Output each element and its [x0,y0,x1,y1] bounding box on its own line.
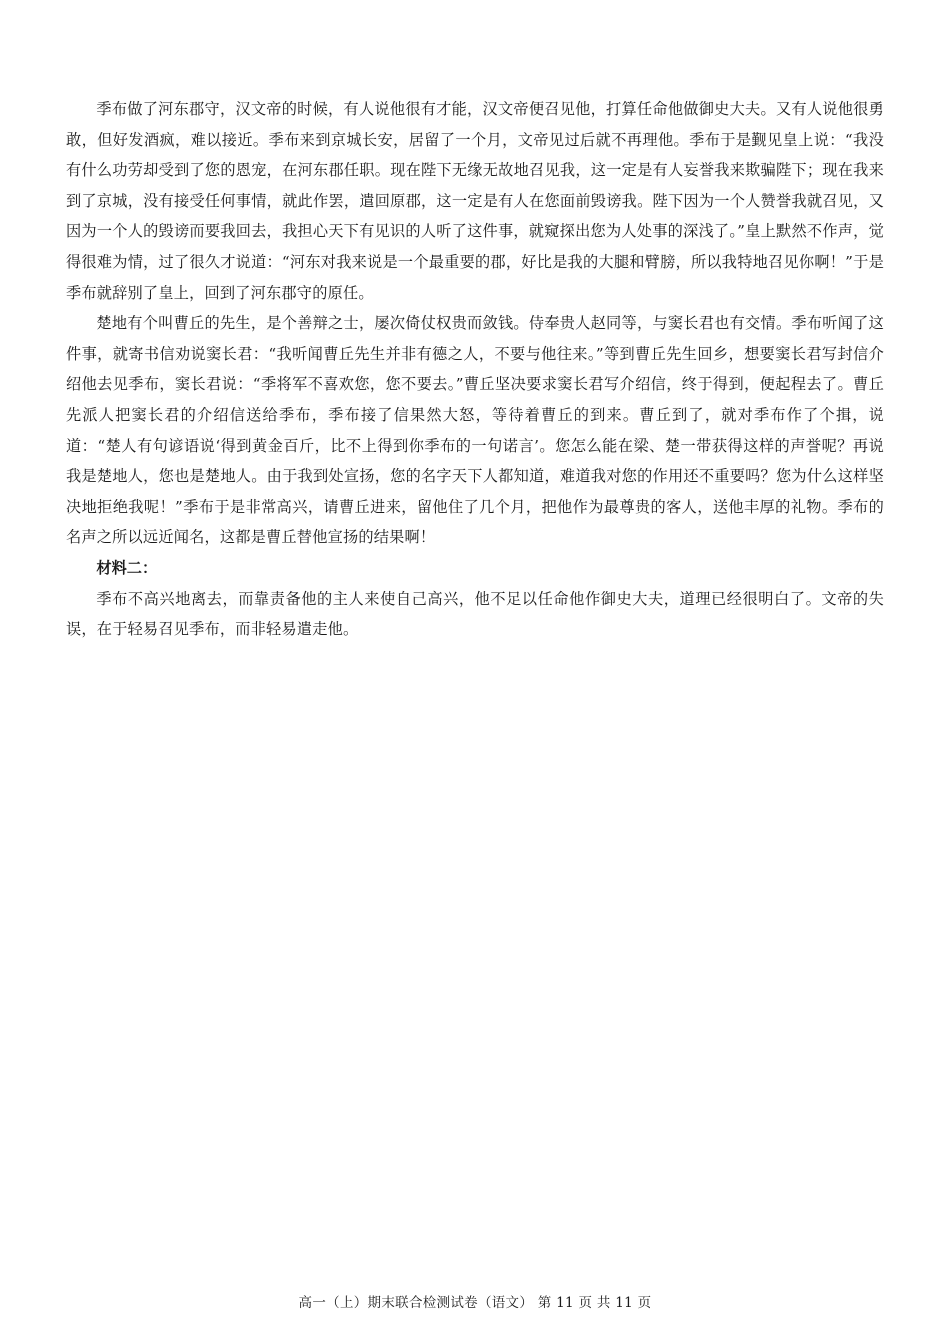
document-body [66,94,884,645]
page-footer: 高一（上）期末联合检测试卷（语文） 第 11 页 共 11 页 [298,1295,652,1311]
paragraph-1: 季布做了河东郡守，汉文帝的时候，有人说他很有才能，汉文帝便召见他，打算任命他做御史大夫。又有人说他很勇敢，但好发酒疯，难以接近。季布来到京城长安，居留了一个月，文帝见过后就不再理他。季布于是觐见皇上说：“我没有什么功劳却受到了您的恩宠，在河东郡任职。现在陛下无缘无故地召见我，这一定是有人妄誉我来欺骗陛下；现在我来到了京城，没有接受任何事情，就此作罢，遣回原郡，这一定是有人在您面前毁谤我。陛下因为一个人赞誉我就召见，又因为一个人的毁谤而要我回去，我担心天下有见识的人听了这件事，就窥探出您为人处事的深浅了。”皇上默然不作声，觉得很难为情，过了很久才说道：“河东对我来说是一个最重要的郡，好比是我的大腿和臂膀，所以我特地召见你啊！”于是季布就辞别了皇上，回到了河东郡守的原任。 [66,100,884,302]
paragraph-2: 楚地有个叫曹丘的先生，是个善辩之士，屡次倚仗权贵而敛钱。侍奉贵人赵同等，与窦长君也有交情。季布听闻了这件事，就寄书信劝说窦长君：“我听闻曹丘先生并非有德之人，不要与他往来。”等到曹丘先生回乡，想要窦长君写封信介绍他去见季布，窦长君说：“季将军不喜欢您，您不要去。”曹丘坚决要求窦长君写介绍信，终于得到，便起程去了。曹丘先派人把窦长君的介绍信送给季布，季布接了信果然大怒，等待着曹丘的到来。曹丘到了，就对季布作了个揖，说道：“楚人有句谚语说‘得到黄金百斤，比不上得到你季布的一句诺言’。您怎么能在梁、楚一带获得这样的声誉呢？再说我是楚地人，您也是楚地人。由于我到处宣扬，您的名字天下人都知道，难道我对您的作用还不重要吗？您为什么这样坚决地拒绝我呢！”季布于是非常高兴，请曹丘进来，留他住了几个月，把他作为最尊贵的客人，送他丰厚的礼物。季布的名声之所以远近闻名，这都是曹丘替他宣扬的结果啊！ [66,314,884,547]
section-paragraph: 季布不高兴地离去，而靠责备他的主人来使自己高兴，他不足以任命他作御史大夫，道理已经很明白了。文帝的失误，在于轻易召见季布，而非轻易遣走他。 [66,589,884,639]
section-heading: 材料二： [96,558,158,577]
